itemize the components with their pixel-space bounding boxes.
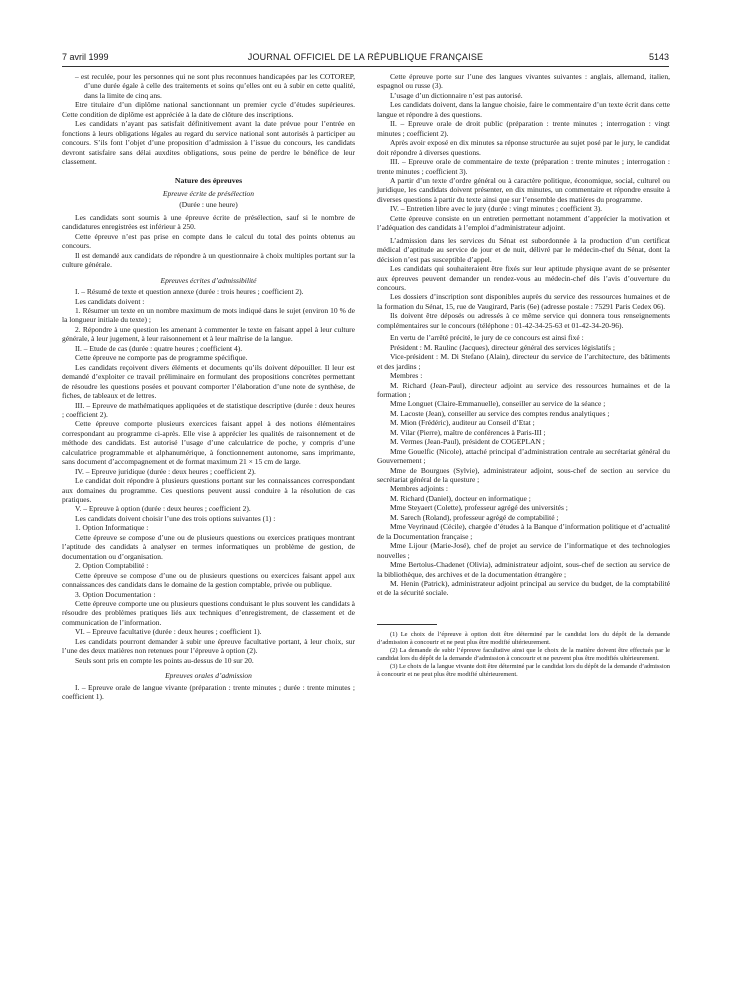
- jury-member: M. Vermes (Jean-Paul), président de COGEPLAN ;: [390, 437, 545, 447]
- paragraph: Etre titulaire d’un diplôme national sanctionnant un premier cycle d’études supérieures. Cette condition de diplôme est appréciée à la date de clôture des inscriptions.: [62, 100, 355, 119]
- paragraph: IV. – Epreuve juridique (durée : deux heures ; coefficient 2).: [75, 466, 256, 476]
- jury-member: M. Sarech (Roland), professeur agrégé de comptabilité ;: [390, 512, 559, 522]
- paragraph: Cette épreuve consiste en un entretien permettant notamment d’apprécier la motivation et l’adéquation des candidats à l’emploi d’administrateur adjoint.: [377, 213, 670, 233]
- jury-member: M. Henin (Patrick), administrateur adjoint principal au service du budget, de la comptabilité et de la sécurité sociale.: [377, 579, 670, 598]
- paragraph: Membres :: [390, 371, 423, 381]
- paragraph: Les candidats sont soumis à une épreuve écrite de présélection, sauf si le nombre de candidatures enregistrées est inférieur à 250.: [62, 212, 355, 232]
- paragraph: Les candidats doivent, dans la langue choisie, faire le commentaire d’un texte écrit dans cette langue et répondre à des questions.: [377, 100, 670, 119]
- page-header: [62, 52, 669, 66]
- jury-member: M. Vilar (Pierre), maître de conférences à Paris-III ;: [390, 427, 546, 437]
- jury-member: Mme Lijour (Marie-José), chef de projet au service de l’informatique et des technologies nouvelles ;: [377, 541, 670, 560]
- journal-title: JOURNAL OFFICIEL DE LA RÉPUBLIQUE FRANÇAISE: [247, 52, 484, 62]
- paragraph: Les candidats qui souhaiteraient être fixés sur leur aptitude physique avant de se présenter aux épreuves peuvent demander un rendez-vous au médecin-chef dès l’avis d’ouverture du concours.: [377, 264, 670, 292]
- jury-member: M. Richard (Jean-Paul), directeur adjoint au service des ressources humaines et de la formation ;: [377, 380, 670, 399]
- paragraph: Cette épreuve comporte plusieurs exercices faisant appel à des notions élémentaires correspondant au programme ci-après. Elle vise à apprécier les qualités de raisonnement et de méthode des candidats. Est autorisé l’usage d’une calculatrice de poche, y compris d’une calculatrice programmable et alphanumérique, à fonctionnement autonome, sans imprimante, sans document d’accompagnement et de format maximum 21 × 15 cm de large.: [62, 419, 355, 467]
- jury-member: Mme Veyrinaud (Cécile), chargée d’études à la Banque d’information politique et d’actualité de la Documentation française ;: [377, 522, 670, 541]
- jury-member: Vice-président : M. Di Stefano (Alain), directeur du service de l’architecture, des bâtiments et des jardins ;: [377, 352, 670, 371]
- paragraph: Cette épreuve n’est pas prise en compte dans le calcul du total des points obtenus au concours.: [62, 231, 355, 251]
- paragraph: VI. – Epreuve facultative (durée : deux heures ; coefficient 1).: [75, 627, 262, 637]
- issue-date: 7 avril 1999: [62, 52, 109, 62]
- jury-member: Mme Gouelfic (Nicole), attaché principal d’administration centrale au secrétariat général du Gouvernement ;: [377, 446, 670, 466]
- paragraph: A partir d’un texte d’ordre général ou à caractère politique, économique, social, culturel ou juridique, les candidats doivent présenter, en dix minutes, un commentaire et répondre ensuite à diverses questions à partir du texte ainsi que sur l’ensemble des matières du programme.: [377, 175, 670, 204]
- paragraph: Les candidats n’ayant pas satisfait définitivement avant la date prévue pour l’entrée en fonctions à leurs obligations légales au regard du service national sont autorisés à participer au concours. S’ils font l’objet d’une proposition d’admission à l’issue du concours, les candidats devront satisfaire sans délai auxdites obligations, sous peine de perdre le bénéfice de leur classement.: [62, 119, 355, 167]
- paragraph: II. – Etude de cas (durée : quatre heures ; coefficient 4).: [75, 343, 243, 353]
- paragraph: 3. Option Documentation :: [75, 589, 156, 599]
- jury-member: Président : M. Raulinc (Jacques), directeur général des services législatifs ;: [390, 342, 615, 352]
- paragraph: Les candidats reçoivent divers éléments et documents qu’ils doivent dépouiller. Il leur est demandé d’exploiter ce travail préliminaire en formulant des propositions concrètes permettant de résoudre les questions posées et pouvant comporter l’élaboration d’une note de synthèse, de fiches, de tableaux et de lettres.: [62, 362, 355, 401]
- right-column: [377, 72, 670, 679]
- paragraph: Ils doivent être déposés ou adressés à ce même service qui donnera tous renseignements complémentaires sur le concours (téléphone : 01-42-34-25-63 et 01-42-34-20-96).: [377, 311, 670, 330]
- paragraph: Cette épreuve comporte une ou plusieurs questions conduisant le plus souvent les candidats à résoudre des problèmes pratiques liés aux techniques d’enregistrement, de classement et de communication de l’information.: [62, 599, 355, 627]
- paragraph: Après avoir exposé en dix minutes sa réponse structurée au sujet posé par le jury, le candidat doit répondre à diverses questions.: [377, 138, 670, 157]
- jury-member: Mme de Bourgues (Sylvie), administrateur adjoint, sous-chef de section au service du secrétariat général de la questure ;: [377, 465, 670, 485]
- paragraph: 2. Option Comptabilité :: [75, 561, 149, 571]
- paragraph: L’usage d’un dictionnaire n’est pas autorisé.: [390, 90, 523, 100]
- paragraph: Membres adjoints :: [390, 484, 448, 494]
- footnote: (2) La demande de subir l’épreuve facultative ainsi que le choix de la matière doivent être effectués par le candidat lors du dépôt de la demande d’admission à concourir et ne peuvent plus être modifiés ultérieurement.: [377, 646, 670, 662]
- jury-member: Mme Bertolus-Chadenet (Olivia), administrateur adjoint, sous-chef de section au service de la bibliothèque, des archives et de la documentation étrangère ;: [377, 560, 670, 579]
- jury-member: M. Lacoste (Jean), conseiller au service des comptes rendus analytiques ;: [390, 408, 610, 418]
- page-number: 5143: [648, 52, 669, 62]
- paragraph: 1. Option Informatique :: [75, 523, 149, 533]
- paragraph: Cette épreuve se compose d’une ou de plusieurs questions ou exercices faisant appel aux connaissances des candidats dans le domaine de la gestion comptable, privée ou publique.: [62, 570, 355, 590]
- subsection-heading: Epreuves écrites d’admissibilité: [160, 275, 257, 285]
- paragraph: Les candidats doivent :: [75, 296, 145, 306]
- duration-note: (Durée : une heure): [179, 200, 238, 210]
- subsection-heading: Epreuve écrite de présélection: [162, 188, 255, 198]
- paragraph: – est reculée, pour les personnes qui ne sont plus reconnues handicapées par les COTOREP, d’une durée égale à celle des traitements et soins qu’elles ont eu à subir en cette qualité, dans la limite de cinq ans.: [75, 72, 355, 100]
- footnotes: [377, 631, 670, 679]
- paragraph: Les candidats doivent choisir l’une des trois options suivantes (1) :: [75, 513, 276, 523]
- paragraph: Cette épreuve ne comporte pas de programme spécifique.: [75, 353, 248, 363]
- paragraph: Il est demandé aux candidats de répondre à un questionnaire à choix multiples portant sur la culture générale.: [62, 250, 355, 270]
- paragraph: I. – Epreuve orale de langue vivante (préparation : trente minutes ; durée : trente minutes ; coefficient 1).: [62, 682, 355, 702]
- paragraph: Cette épreuve porte sur l’une des langues vivantes suivantes : anglais, allemand, italien, espagnol ou russe (3).: [377, 72, 670, 91]
- paragraph: Les dossiers d’inscription sont disponibles auprès du service des ressources humaines et de la formation du Sénat, 15, rue de Vaugirard, Paris (6e) (adresse postale : 75291 Paris Cedex 06).: [377, 292, 670, 311]
- jury-member: M. Richard (Daniel), docteur en informatique ;: [390, 493, 531, 503]
- paragraph: Le candidat doit répondre à plusieurs questions portant sur les connaissances correspondant aux domaines du programme. Ces questions peuvent aussi conduire à la résolution de cas pratiques.: [62, 476, 355, 505]
- section-heading: Nature des épreuves: [174, 175, 243, 185]
- paragraph: V. – Epreuve à option (durée : deux heures ; coefficient 2).: [75, 504, 251, 514]
- paragraph: 1. Résumer un texte en un nombre maximum de mots indiqué dans le sujet (environ 10 % de la longueur initiale du texte) ;: [62, 305, 355, 325]
- jury-member: M. Mion (Frédéric), auditeur au Conseil d’Etat ;: [390, 418, 535, 428]
- paragraph: II. – Epreuve orale de droit public (préparation : trente minutes ; interrogation : vingt minutes ; coefficient 2).: [377, 119, 670, 138]
- jury-member: Mme Longuet (Claire-Emmanuelle), conseiller au service de la séance ;: [390, 399, 606, 409]
- paragraph: Seuls sont pris en compte les points au-dessus de 10 sur 20.: [75, 655, 254, 665]
- header-rule: [62, 66, 669, 67]
- paragraph: Les candidats pourront demander à subir une épreuve facultative portant, à leur choix, sur l’une des deux matières non retenues pour l’épreuve à option (2).: [62, 636, 355, 656]
- jury-member: Mme Steyaert (Colette), professeur agrégé des universités ;: [390, 503, 568, 513]
- paragraph: I. – Résumé de texte et question annexe (durée : trois heures ; coefficient 2).: [75, 287, 304, 297]
- subsection-heading: Epreuves orales d’admission: [165, 671, 252, 681]
- paragraph: L’admission dans les services du Sénat est subordonnée à la production d’un certificat médical d’aptitude au service de jour et de nuit, délivré par le médecin-chef du Sénat, dont la décision n’est pas susceptible d’appel.: [377, 235, 670, 264]
- paragraph: 2. Répondre à une question les amenant à commenter le texte en faisant appel à leur culture générale, à leur jugement, à leur raisonnement et à leur maîtrise de la langue.: [62, 324, 355, 344]
- paragraph: En vertu de l’arrêté précité, le jury de ce concours est ainsi fixé :: [390, 333, 584, 343]
- left-column: [62, 72, 355, 702]
- paragraph: Cette épreuve se compose d’une ou de plusieurs questions ou exercices pratiques montrant l’aptitude des candidats à analyser en termes informatiques un problème de gestion, de documentation ou d’organisation.: [62, 532, 355, 561]
- footnote: (3) Le choix de la langue vivante doit être déterminé par le candidat lors du dépôt de la demande d’admission à concourir et ne peut plus être modifié ultérieurement.: [377, 662, 670, 678]
- footnote: (1) Le choix de l’épreuve à option doit être déterminé par le candidat lors du dépôt de la demande d’admission à concourir et ne peut plus être modifié ultérieurement.: [377, 630, 670, 646]
- paragraph: IV. – Entretien libre avec le jury (durée : vingt minutes ; coefficient 3).: [390, 204, 602, 214]
- paragraph: III. – Epreuve orale de commentaire de texte (préparation : trente minutes ; interrogation : trente minutes ; coefficient 3).: [377, 157, 670, 176]
- footnote-rule: [377, 624, 437, 625]
- paragraph: III. – Epreuve de mathématiques appliquées et de statistique descriptive (durée : deux heures ; coefficient 2).: [62, 400, 355, 419]
